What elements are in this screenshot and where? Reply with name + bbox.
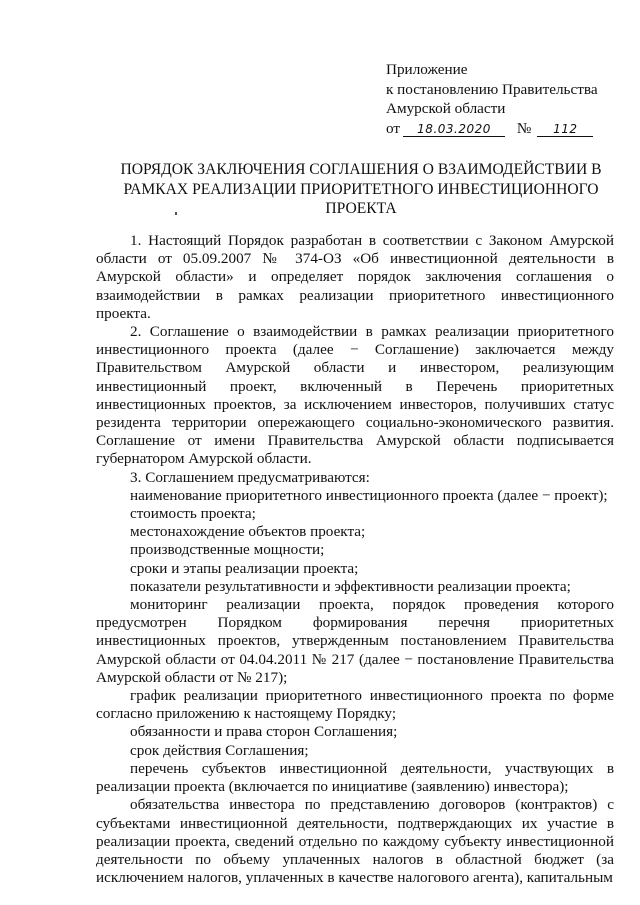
list-item: обязательства инвестора по представлению договоров (контрактов) с субъектами инвестиционной деятельности, подтверждающих их участие в реализации проекта, сведений отдельно по каждому субъекту инвестиционной деятельности по объему уплаченных налогов в областной бюджет (за исключением налогов, уплаченных в качестве налогового агента), капитальным <box>96 796 614 887</box>
paragraph-3: 3. Соглашением предусматриваются: <box>130 468 370 486</box>
list-item: местонахождение объектов проекта; <box>130 523 366 541</box>
appendix-region-line: Амурской области <box>386 100 506 117</box>
document-title: ПОРЯДОК ЗАКЛЮЧЕНИЯ СОГЛАШЕНИЯ О ВЗАИМОДЕЙСТВИИ В РАМКАХ РЕАЛИЗАЦИИ ПРИОРИТЕТНОГО ИНВЕСТИЦИОННОГО ПРОЕКТА <box>120 161 602 217</box>
scan-speck <box>175 212 177 215</box>
appendix-header <box>386 60 626 138</box>
list-item: наименование приоритетного инвестиционного проекта (далее − проект); <box>130 486 608 504</box>
list-item: обязанности и права сторон Соглашения; <box>130 723 398 741</box>
list-item: сроки и этапы реализации проекта; <box>130 559 359 577</box>
list-item: график реализации приоритетного инвестиционного проекта по форме согласно приложению к настоящему Порядку; <box>96 687 614 723</box>
number-prefix: № <box>516 119 532 137</box>
list-item: стоимость проекта; <box>130 505 256 523</box>
list-item: перечень субъектов инвестиционной деятельности, участвующих в реализации проекта (включается по инициативе (заявлению) инвестора); <box>96 759 614 796</box>
paragraph-1: 1. Настоящий Порядок разработан в соответствии с Законом Амурской области от 05.09.2007 № 374-ОЗ «Об инвестиционной деятельности в Амурской области» и определяет порядок заключения соглашения о взаимодействии в рамках реализации приоритетного инвестиционного проекта. <box>96 232 614 322</box>
handwritten-date: 18.03.2020 <box>403 122 505 137</box>
list-item: показатели результативности и эффективности реализации проекта; <box>130 577 571 595</box>
appendix-date-line <box>386 119 626 139</box>
handwritten-number: 112 <box>537 122 593 137</box>
list-item: срок действия Соглашения; <box>130 741 309 759</box>
date-prefix: от <box>386 119 401 137</box>
appendix-resolution-line: к постановлению Правительства <box>386 80 598 98</box>
list-item: производственные мощности; <box>130 541 325 559</box>
list-item: мониторинг реализации проекта, порядок проведения которого предусмотрен Порядком формирования перечня приоритетных инвестиционных проектов, утвержденным постановлением Правительства Амурской области от 04.04.2011 № 217 (далее − постановление Правительства Амурской области от № 217); <box>96 596 614 686</box>
document-body <box>96 232 614 887</box>
appendix-label: Приложение <box>386 61 468 78</box>
paragraph-2: 2. Соглашение о взаимодействии в рамках реализации приоритетного инвестиционного проекта (далее − Соглашение) заключается между Правительством Амурской области и инвестором, реализующим инвестиционный проект, включенный в Перечень приоритетных инвестиционных проектов, за исключением инвесторов, получивших статус резидента территории опережающего социально-экономического развития. Соглашение от имени Правительства Амурской области подписывается губернатором Амурской области. <box>96 323 614 468</box>
